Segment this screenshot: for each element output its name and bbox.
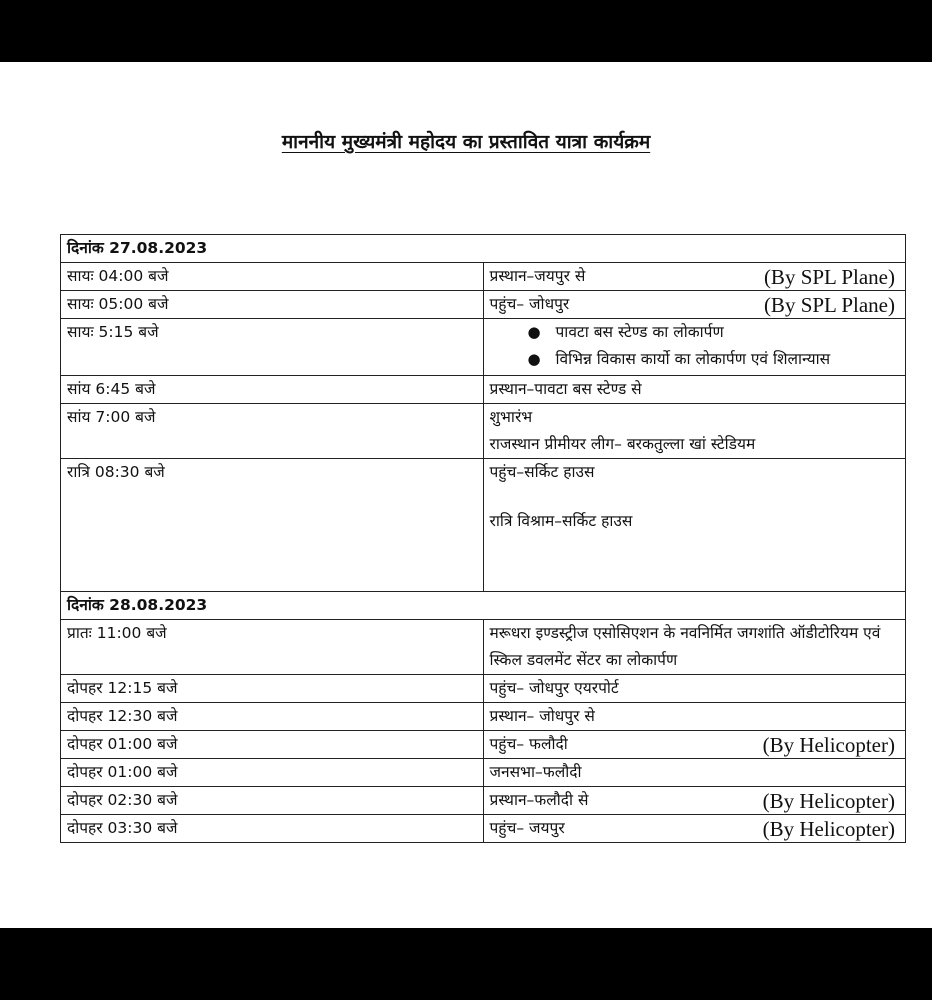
bullet-item: ● पावटा बस स्टेण्ड का लोकार्पण xyxy=(490,319,900,346)
bottom-black-bar xyxy=(0,928,932,1000)
activity-cell xyxy=(483,759,906,787)
date-cell: दिनांक 27.08.2023 xyxy=(61,235,906,263)
activity-text: प्रस्थान–पावटा बस स्टेण्ड से xyxy=(489,380,642,398)
activity-line: राजस्थान प्रीमीयर लीग– बरकतुल्ला खां स्टेडियम xyxy=(489,435,756,453)
table-row xyxy=(61,815,906,843)
table-row xyxy=(61,620,906,675)
activity-cell xyxy=(483,459,906,592)
schedule-table xyxy=(60,234,906,843)
table-row xyxy=(61,787,906,815)
time-cell: सायः 04:00 बजे xyxy=(61,263,484,291)
activity-text: प्रस्थान–फलौदी से xyxy=(489,791,589,809)
activity-cell xyxy=(483,376,906,404)
time-cell: दोपहर 03:30 बजे xyxy=(61,815,484,843)
time-cell: सायः 5:15 बजे xyxy=(61,319,484,376)
table-row xyxy=(61,703,906,731)
activity-text: पहुंच– फलौदी xyxy=(489,735,568,753)
date-row-day2 xyxy=(61,592,906,620)
activity-text: पहुंच– जोधपुर xyxy=(489,295,570,313)
time-cell: प्रातः 11:00 बजे xyxy=(61,620,484,675)
activity-cell xyxy=(483,404,906,459)
table-row xyxy=(61,404,906,459)
time-cell: सांय 7:00 बजे xyxy=(61,404,484,459)
table-row xyxy=(61,263,906,291)
activity-line: स्किल डवलमेंट सेंटर का लोकार्पण xyxy=(489,651,678,669)
bullet-icon: ● xyxy=(527,323,541,341)
document-title: माननीय मुख्यमंत्री महोदय का प्रस्तावित यात्रा कार्यक्रम xyxy=(281,131,651,153)
activity-text: प्रस्थान–जयपुर से xyxy=(489,267,586,285)
top-black-bar xyxy=(0,0,932,62)
time-cell: दोपहर 01:00 बजे xyxy=(61,731,484,759)
activity-line: शुभारंभ xyxy=(489,408,533,426)
activity-cell xyxy=(483,675,906,703)
date-cell: दिनांक 28.08.2023 xyxy=(61,592,906,620)
table-row xyxy=(61,376,906,404)
table-row xyxy=(61,675,906,703)
table-row xyxy=(61,319,906,376)
time-cell: सायः 05:00 बजे xyxy=(61,291,484,319)
activity-text: पहुंच– जयपुर xyxy=(489,819,565,837)
activity-line: रात्रि विश्राम–सर्किट हाउस xyxy=(489,512,633,530)
activity-cell xyxy=(483,731,906,759)
activity-text: पहुंच– जोधपुर एयरपोर्ट xyxy=(489,679,619,697)
time-cell: रात्रि 08:30 बजे xyxy=(61,459,484,592)
date-row-day1 xyxy=(61,235,906,263)
time-cell: दोपहर 12:30 बजे xyxy=(61,703,484,731)
activity-cell xyxy=(483,263,906,291)
table-row xyxy=(61,731,906,759)
activity-text: जनसभा–फलौदी xyxy=(489,763,582,781)
activity-text: प्रस्थान– जोधपुर से xyxy=(489,707,595,725)
travel-mode: (By Helicopter) xyxy=(762,789,895,813)
bullet-icon: ● xyxy=(527,350,541,368)
activity-cell xyxy=(483,291,906,319)
activity-cell xyxy=(483,620,906,675)
activity-cell xyxy=(483,703,906,731)
time-cell: दोपहर 01:00 बजे xyxy=(61,759,484,787)
document-page xyxy=(0,62,932,928)
activity-cell xyxy=(483,319,906,376)
time-cell: सांय 6:45 बजे xyxy=(61,376,484,404)
travel-mode: (By SPL Plane) xyxy=(763,265,895,289)
travel-mode: (By SPL Plane) xyxy=(763,293,895,317)
activity-line: पहुंच–सर्किट हाउस xyxy=(489,463,595,481)
bullet-item: ● विभिन्न विकास कार्यो का लोकार्पण एवं शिलान्यास xyxy=(490,346,900,373)
time-cell: दोपहर 02:30 बजे xyxy=(61,787,484,815)
activity-cell xyxy=(483,787,906,815)
activity-line: मरूधरा इण्डस्ट्रीज एसोसिएशन के नवनिर्मित जगशांति ऑडीटोरियम एवं xyxy=(489,624,881,642)
table-row xyxy=(61,291,906,319)
travel-mode: (By Helicopter) xyxy=(762,817,895,841)
table-row xyxy=(61,759,906,787)
table-row xyxy=(61,459,906,592)
time-cell: दोपहर 12:15 बजे xyxy=(61,675,484,703)
activity-cell xyxy=(483,815,906,843)
travel-mode: (By Helicopter) xyxy=(762,733,895,757)
